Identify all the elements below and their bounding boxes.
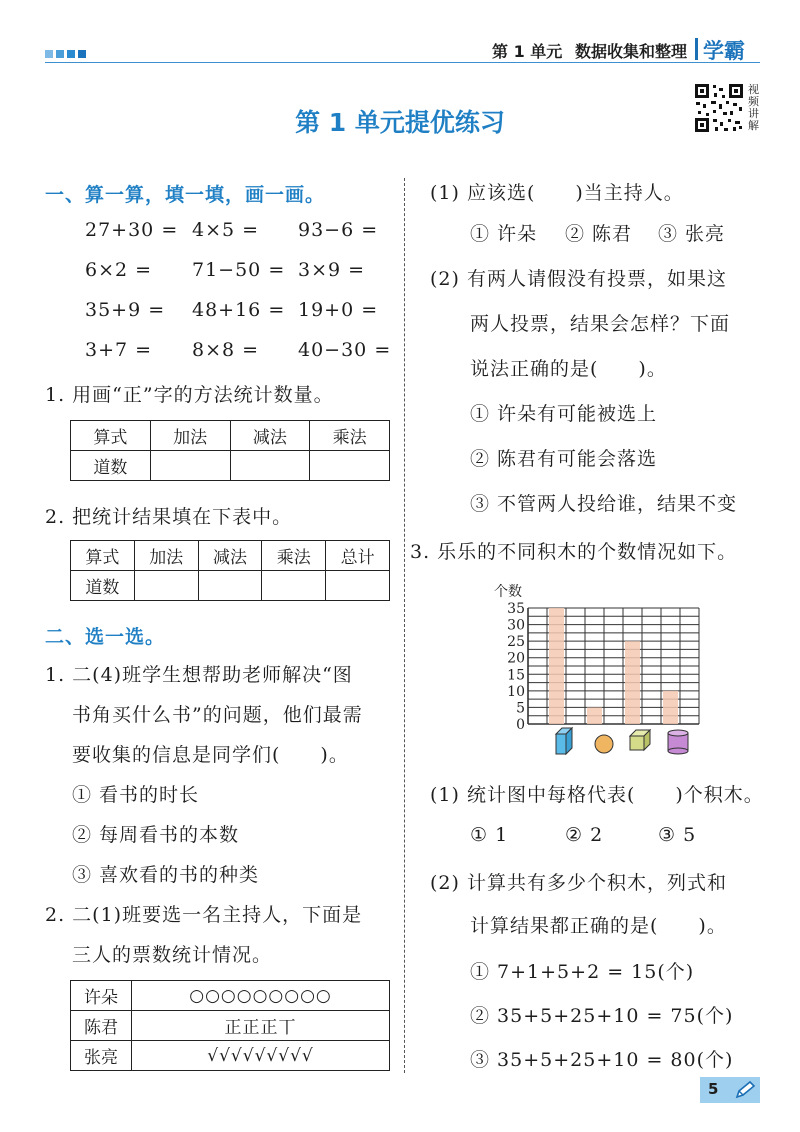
calc-cell: 35+9 = [85, 299, 166, 321]
calc-cell: 19+0 = [298, 299, 379, 321]
brand-logo: 学霸 [703, 39, 745, 63]
answer-cell[interactable] [262, 571, 326, 601]
y-tick-label: 10 [507, 683, 525, 700]
question-2-1-line: 1. 二(4)班学生想帮助老师解决“图 [45, 664, 353, 686]
page-number: 5 [708, 1080, 719, 1098]
y-tick-label: 5 [516, 700, 525, 717]
option[interactable]: ① 许朵 [470, 223, 538, 245]
bar-cuboid [549, 608, 564, 724]
option[interactable]: ③ 35+5+25+10 = 80(个) [470, 1049, 734, 1071]
result-table [70, 540, 390, 601]
calc-cell: 40−30 = [298, 339, 392, 361]
vote-marks: √√√√√√√√√ [132, 1041, 390, 1071]
sub-question-2-line: 说法正确的是( )。 [470, 358, 667, 380]
option[interactable]: ① 许朵有可能被选上 [470, 403, 658, 425]
header-rule [45, 62, 760, 63]
cube-icon [630, 730, 650, 750]
header-topic: 数据收集和整理 [575, 42, 688, 61]
question-1-2: 2. 把统计结果填在下表中。 [45, 506, 293, 528]
calc-cell: 4×5 = [192, 219, 260, 241]
candidate-name: 陈君 [71, 1011, 132, 1041]
calc-cell: 93−6 = [298, 219, 379, 241]
question-2-1-line: 要收集的信息是同学们( )。 [72, 744, 349, 766]
table-header: 算式 [71, 541, 135, 571]
column-divider [404, 178, 405, 1073]
option[interactable]: ③ 不管两人投给谁，结果不变 [470, 493, 738, 515]
y-tick-label: 30 [507, 617, 525, 634]
sub-question-2-line: 两人投票，结果会怎样？下面 [470, 313, 731, 335]
answer-cell[interactable] [326, 571, 390, 601]
calc-cell: 48+16 = [192, 299, 286, 321]
y-tick-label: 0 [516, 717, 525, 733]
q3-sub-question-1: (1) 统计图中每格代表( )个积木。 [430, 784, 764, 806]
tally-table [70, 420, 390, 481]
row-label: 道数 [71, 451, 151, 481]
calc-cell: 71−50 = [192, 259, 286, 281]
section1-heading: 一、算一算，填一填，画一画。 [45, 184, 326, 206]
question-3: 3. 乐乐的不同积木的个数情况如下。 [410, 541, 738, 563]
question-2-2-line: 2. 二(1)班要选一名主持人，下面是 [45, 904, 363, 926]
pencil-icon [734, 1080, 756, 1100]
vote-marks: ○○○○○○○○○ [132, 981, 390, 1011]
table-header: 乘法 [262, 541, 326, 571]
table-header: 乘法 [310, 421, 390, 451]
y-axis-label: 个数 [494, 584, 522, 600]
option[interactable]: ② 陈君有可能会落选 [470, 448, 658, 470]
table-header: 减法 [198, 541, 262, 571]
y-tick-label: 35 [507, 601, 525, 617]
option[interactable]: ② 35+5+25+10 = 75(个) [470, 1005, 734, 1027]
option[interactable]: ① 7+1+5+2 = 15(个) [470, 961, 695, 983]
answer-cell[interactable] [230, 451, 310, 481]
q3-sub-question-2-line: 计算结果都正确的是( )。 [470, 915, 727, 937]
page-title: 第 1 单元提优练习 [295, 108, 505, 137]
sub-question-1: (1) 应该选( )当主持人。 [430, 182, 684, 204]
option[interactable]: ② 每周看书的本数 [72, 824, 240, 846]
sub-question-2-line: (2) 有两人请假没有投票，如果这 [430, 268, 727, 290]
candidate-name: 许朵 [71, 981, 132, 1011]
option[interactable]: ③ 喜欢看的书的种类 [72, 864, 260, 886]
option[interactable]: ① 看书的时长 [72, 784, 200, 806]
table-header: 加法 [150, 421, 230, 451]
calc-cell: 27+30 = [85, 219, 179, 241]
row-label: 道数 [71, 571, 135, 601]
answer-cell[interactable] [134, 571, 198, 601]
answer-cell[interactable] [310, 451, 390, 481]
header-dots [45, 50, 95, 58]
option[interactable]: ③ 5 [658, 824, 697, 846]
y-tick-label: 15 [507, 667, 525, 684]
vote-marks: 正正正丅 [132, 1011, 390, 1041]
table-header: 总计 [326, 541, 390, 571]
bar-cylinder [663, 691, 678, 724]
calc-cell: 6×2 = [85, 259, 153, 281]
calc-cell: 3+7 = [85, 339, 153, 361]
y-tick-label: 25 [507, 634, 525, 651]
q3-sub-question-2-line: (2) 计算共有多少个积木，列式和 [430, 872, 727, 894]
calc-cell: 3×9 = [298, 259, 366, 281]
question-2-2-line: 三人的票数统计情况。 [72, 944, 273, 966]
section2-heading: 二、选一选。 [45, 626, 166, 648]
question-2-1-line: 书角买什么书”的问题，他们最需 [72, 704, 363, 726]
header-divider [695, 38, 698, 60]
answer-cell[interactable] [150, 451, 230, 481]
y-tick-label: 20 [507, 650, 525, 667]
option[interactable]: ② 陈君 [565, 223, 633, 245]
vote-table [70, 980, 390, 1071]
table-header: 加法 [134, 541, 198, 571]
option[interactable]: ① 1 [470, 824, 509, 846]
table-header: 算式 [71, 421, 151, 451]
qr-caption: 视频讲解 [748, 83, 759, 132]
block-count-chart [490, 578, 720, 768]
table-header: 减法 [230, 421, 310, 451]
header-unit: 第 1 单元 [492, 42, 563, 61]
option[interactable]: ② 2 [565, 824, 604, 846]
candidate-name: 张亮 [71, 1041, 132, 1071]
cylinder-icon [668, 730, 688, 754]
bar-sphere [587, 707, 602, 724]
sphere-icon [595, 735, 613, 753]
bar-cube [625, 641, 640, 724]
question-1-1: 1. 用画“正”字的方法统计数量。 [45, 384, 334, 406]
calc-cell: 8×8 = [192, 339, 260, 361]
answer-cell[interactable] [198, 571, 262, 601]
option[interactable]: ③ 张亮 [658, 223, 726, 245]
cuboid-icon [556, 728, 572, 754]
